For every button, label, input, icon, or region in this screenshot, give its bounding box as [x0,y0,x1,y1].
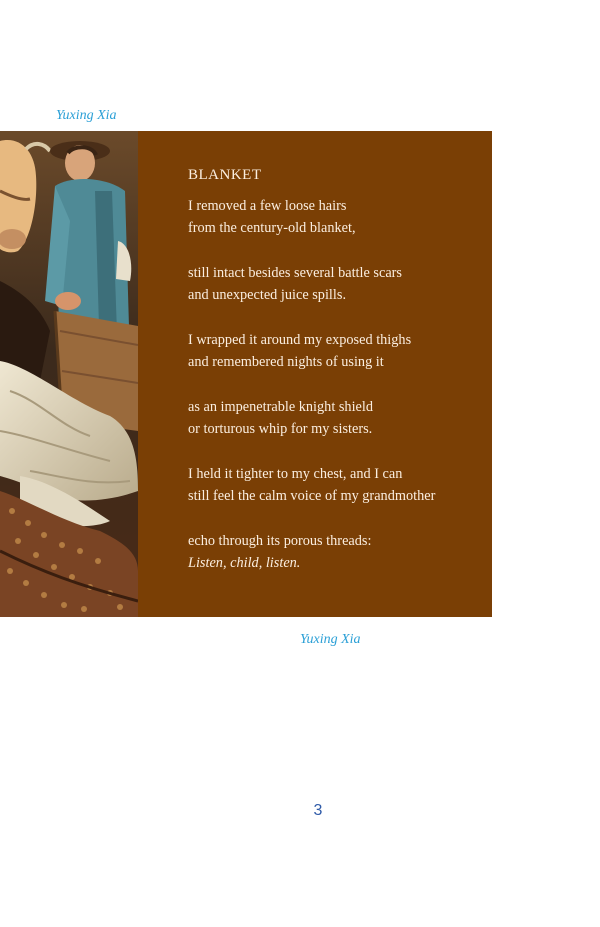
poem-line: still intact besides several battle scars [188,265,402,281]
painting-illustration [0,131,138,617]
stanza [188,329,492,373]
author-name-top: Yuxing Xia [56,108,117,123]
poem-line: I removed a few loose hairs [188,198,347,214]
stanza [188,396,492,440]
poem-line: I held it tighter to my chest, and I can [188,466,403,482]
stanza [188,195,492,239]
poem-line: echo through its porous threads: [188,533,372,549]
poem-line: from the century-old blanket, [188,220,356,236]
poem-line: I wrapped it around my exposed thighs [188,332,412,348]
painting-image [0,131,138,617]
poem-line: and unexpected juice spills. [188,287,347,303]
poem-line: and remembered nights of using it [188,354,384,370]
page-number: 3 [313,802,323,819]
poem-line: or torturous whip for my sisters. [188,421,373,437]
poem-panel [138,131,492,617]
author-name-bottom: Yuxing Xia [300,632,361,647]
stanza [188,530,492,574]
poem-title: BLANKET [188,167,262,183]
poem-line: still feel the calm voice of my grandmother [188,488,436,504]
poem-line: as an impenetrable knight shield [188,399,374,415]
stanza [188,262,492,306]
stanza [188,463,492,507]
poem-line-italic: Listen, child, listen. [188,555,301,571]
